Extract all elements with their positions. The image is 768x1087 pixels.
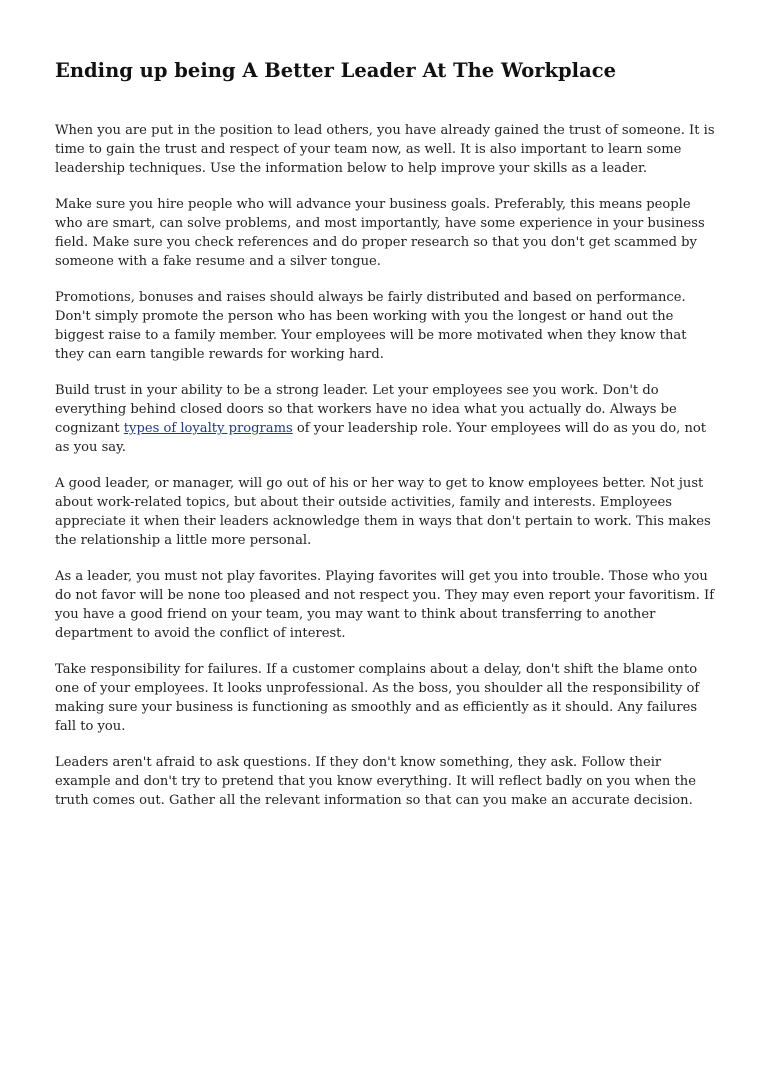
document-page <box>55 58 715 827</box>
paragraph-intro: When you are put in the position to lead others, you have already gained the trust of someone. It is time to gain the trust and respect of your team now, as well. It is also important to learn some leadership techniques. Use the information below to help improve your skills as a leader. <box>55 123 715 177</box>
paragraph-responsibility: Take responsibility for failures. If a customer complains about a delay, don't shift the blame onto one of your employees. It looks unprofessional. As the boss, you shoulder all the responsibility of making sure your business is functioning as smoothly and as efficiently as it should. Any failures fall to you. <box>55 662 700 735</box>
paragraph-trust-text-before: Build trust in your ability to be a strong leader. Let your employees see you work. Don't do everything behind closed doors so that workers have no idea what you actually do. Always be cognizant <box>55 383 677 437</box>
paragraph-promotions: Promotions, bonuses and raises should always be fairly distributed and based on performance. Don't simply promote the person who has been working with you the longest or hand out the biggest raise to a family member. Your employees will be more motivated when they know that they can earn tangible rewards for working hard. <box>55 290 687 363</box>
document-body <box>55 121 715 810</box>
paragraph-trust-text-after: of your leadership role. Your employees will do as you do, not as you say. <box>55 421 707 456</box>
paragraph-know-employees: A good leader, or manager, will go out of his or her way to get to know employees better. Not just about work-related topics, but about their outside activities, family and interests. Employees appreciate it when their leaders acknowledge them in ways that don't pertain to work. This makes the relationship a little more personal. <box>55 476 711 549</box>
paragraph-questions: Leaders aren't afraid to ask questions. If they don't know something, they ask. Follow their example and don't try to pretend that you know everything. It will reflect badly on you when the truth comes out. Gather all the relevant information so that can you make an accurate decision. <box>55 755 696 809</box>
page-title: Ending up being A Better Leader At The Workplace <box>55 59 617 82</box>
paragraph-favorites: As a leader, you must not play favorites. Playing favorites will get you into trouble. Those who you do not favor will be none too pleased and not respect you. They may even report your favoritism. If you have a good friend on your team, you may want to think about transferring to another department to avoid the conflict of interest. <box>55 569 715 642</box>
paragraph-hiring: Make sure you hire people who will advance your business goals. Preferably, this means people who are smart, can solve problems, and most importantly, have some experience in your business field. Make sure you check references and do proper research so that you don't get scammed by someone with a fake resume and a silver tongue. <box>55 197 705 270</box>
paragraph-trust <box>55 381 715 457</box>
loyalty-programs-link[interactable]: types of loyalty programs <box>123 421 293 437</box>
